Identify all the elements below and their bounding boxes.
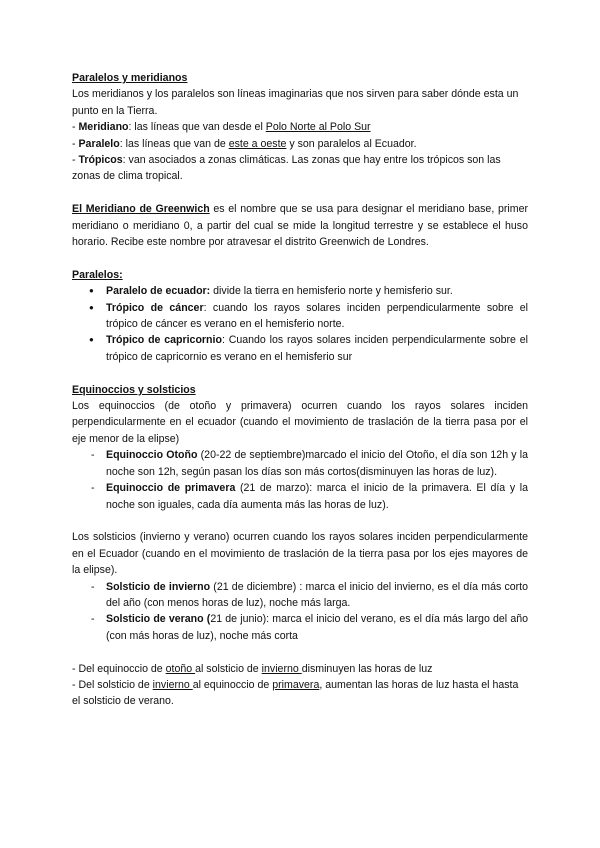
equinoccios-paragraph: Los equinoccios (de otoño y primavera) ocurren cuando los rayos solares inciden perpendicularmente en el ecuador (cuando el movimiento de traslación de la tierra pasa por el eje menor de la elipse)	[72, 400, 528, 445]
paralelos-list	[72, 283, 528, 365]
list-item: - Solsticio de invierno (21 de diciembre) : marca el inicio del invierno, es el día más corto del año (con menos horas de luz), noche más larga.	[72, 579, 528, 612]
list-item: - Equinoccio de primavera (21 de marzo): marca el inicio de la primavera. El día y la noche son iguales, cada día aumenta más las horas de luz).	[72, 480, 528, 513]
list-item: ● Trópico de cáncer: cuando los rayos solares inciden perpendicularmente sobre el trópico de cáncer es verano en el hemisferio norte.	[72, 300, 528, 333]
greenwich-paragraph: El Meridiano de Greenwich es el nombre que se usa para designar el meridiano base, primer meridiano o meridiano 0, a partir del cual se mide la longitud terrestre y se establece el huso horario. Recibe este nombre por atravesar el distrito Greenwich de Londres.	[72, 203, 528, 249]
section-heading-paralelos-meridianos: Paralelos y meridianos	[72, 72, 188, 84]
summary-line-invierno: - Del solsticio de invierno al equinoccio de primavera, aumentan las horas de luz hasta el hasta el solsticio de verano.	[72, 678, 519, 708]
solsticios-paragraph: Los solsticios (invierno y verano) ocurren cuando los rayos solares inciden perpendicularmente en el Ecuador (cuando en el movimiento de traslación de la tierra pasa por los ejes mayores de la elipse).	[72, 531, 528, 577]
definition-paralelo: - Paralelo: las líneas que van de este a oeste y son paralelos al Ecuador.	[72, 137, 417, 150]
list-item: - Equinoccio Otoño (20-22 de septiembre)marcado el inicio del Otoño, el día son 12h y la noche son 12h, según pasan los días son más cortos(disminuyen las horas de luz).	[72, 447, 528, 480]
solsticios-list	[72, 579, 528, 645]
section-heading-paralelos: Paralelos:	[72, 268, 123, 281]
definition-meridiano: - Meridiano: las líneas que van desde el Polo Norte al Polo Sur	[72, 121, 371, 134]
list-item: ● Paralelo de ecuador: divide la tierra en hemisferio norte y hemisferio sur.	[72, 283, 528, 299]
intro-paragraph: Los meridianos y los paralelos son líneas imaginarias que nos sirven para saber dónde esta un punto en la Tierra.	[72, 88, 519, 117]
equinoccios-list	[72, 447, 528, 513]
document-page	[72, 70, 528, 710]
summary-line-otono: - Del equinoccio de otoño al solsticio de invierno disminuyen las horas de luz	[72, 662, 433, 675]
section-heading-equinoccios: Equinoccios y solsticios	[72, 383, 196, 396]
list-item: ● Trópico de capricornio: Cuando los rayos solares inciden perpendicularmente sobre el trópico de capricornio es verano en el hemisferio sur	[72, 332, 528, 365]
definition-tropicos: - Trópicos: van asociados a zonas climáticas. Las zonas que hay entre los trópicos son las zonas de clima tropical.	[72, 154, 501, 183]
list-item: - Solsticio de verano (21 de junio): marca el inicio del verano, es el día más largo del año (con más horas de luz), noche más corta	[72, 611, 528, 644]
